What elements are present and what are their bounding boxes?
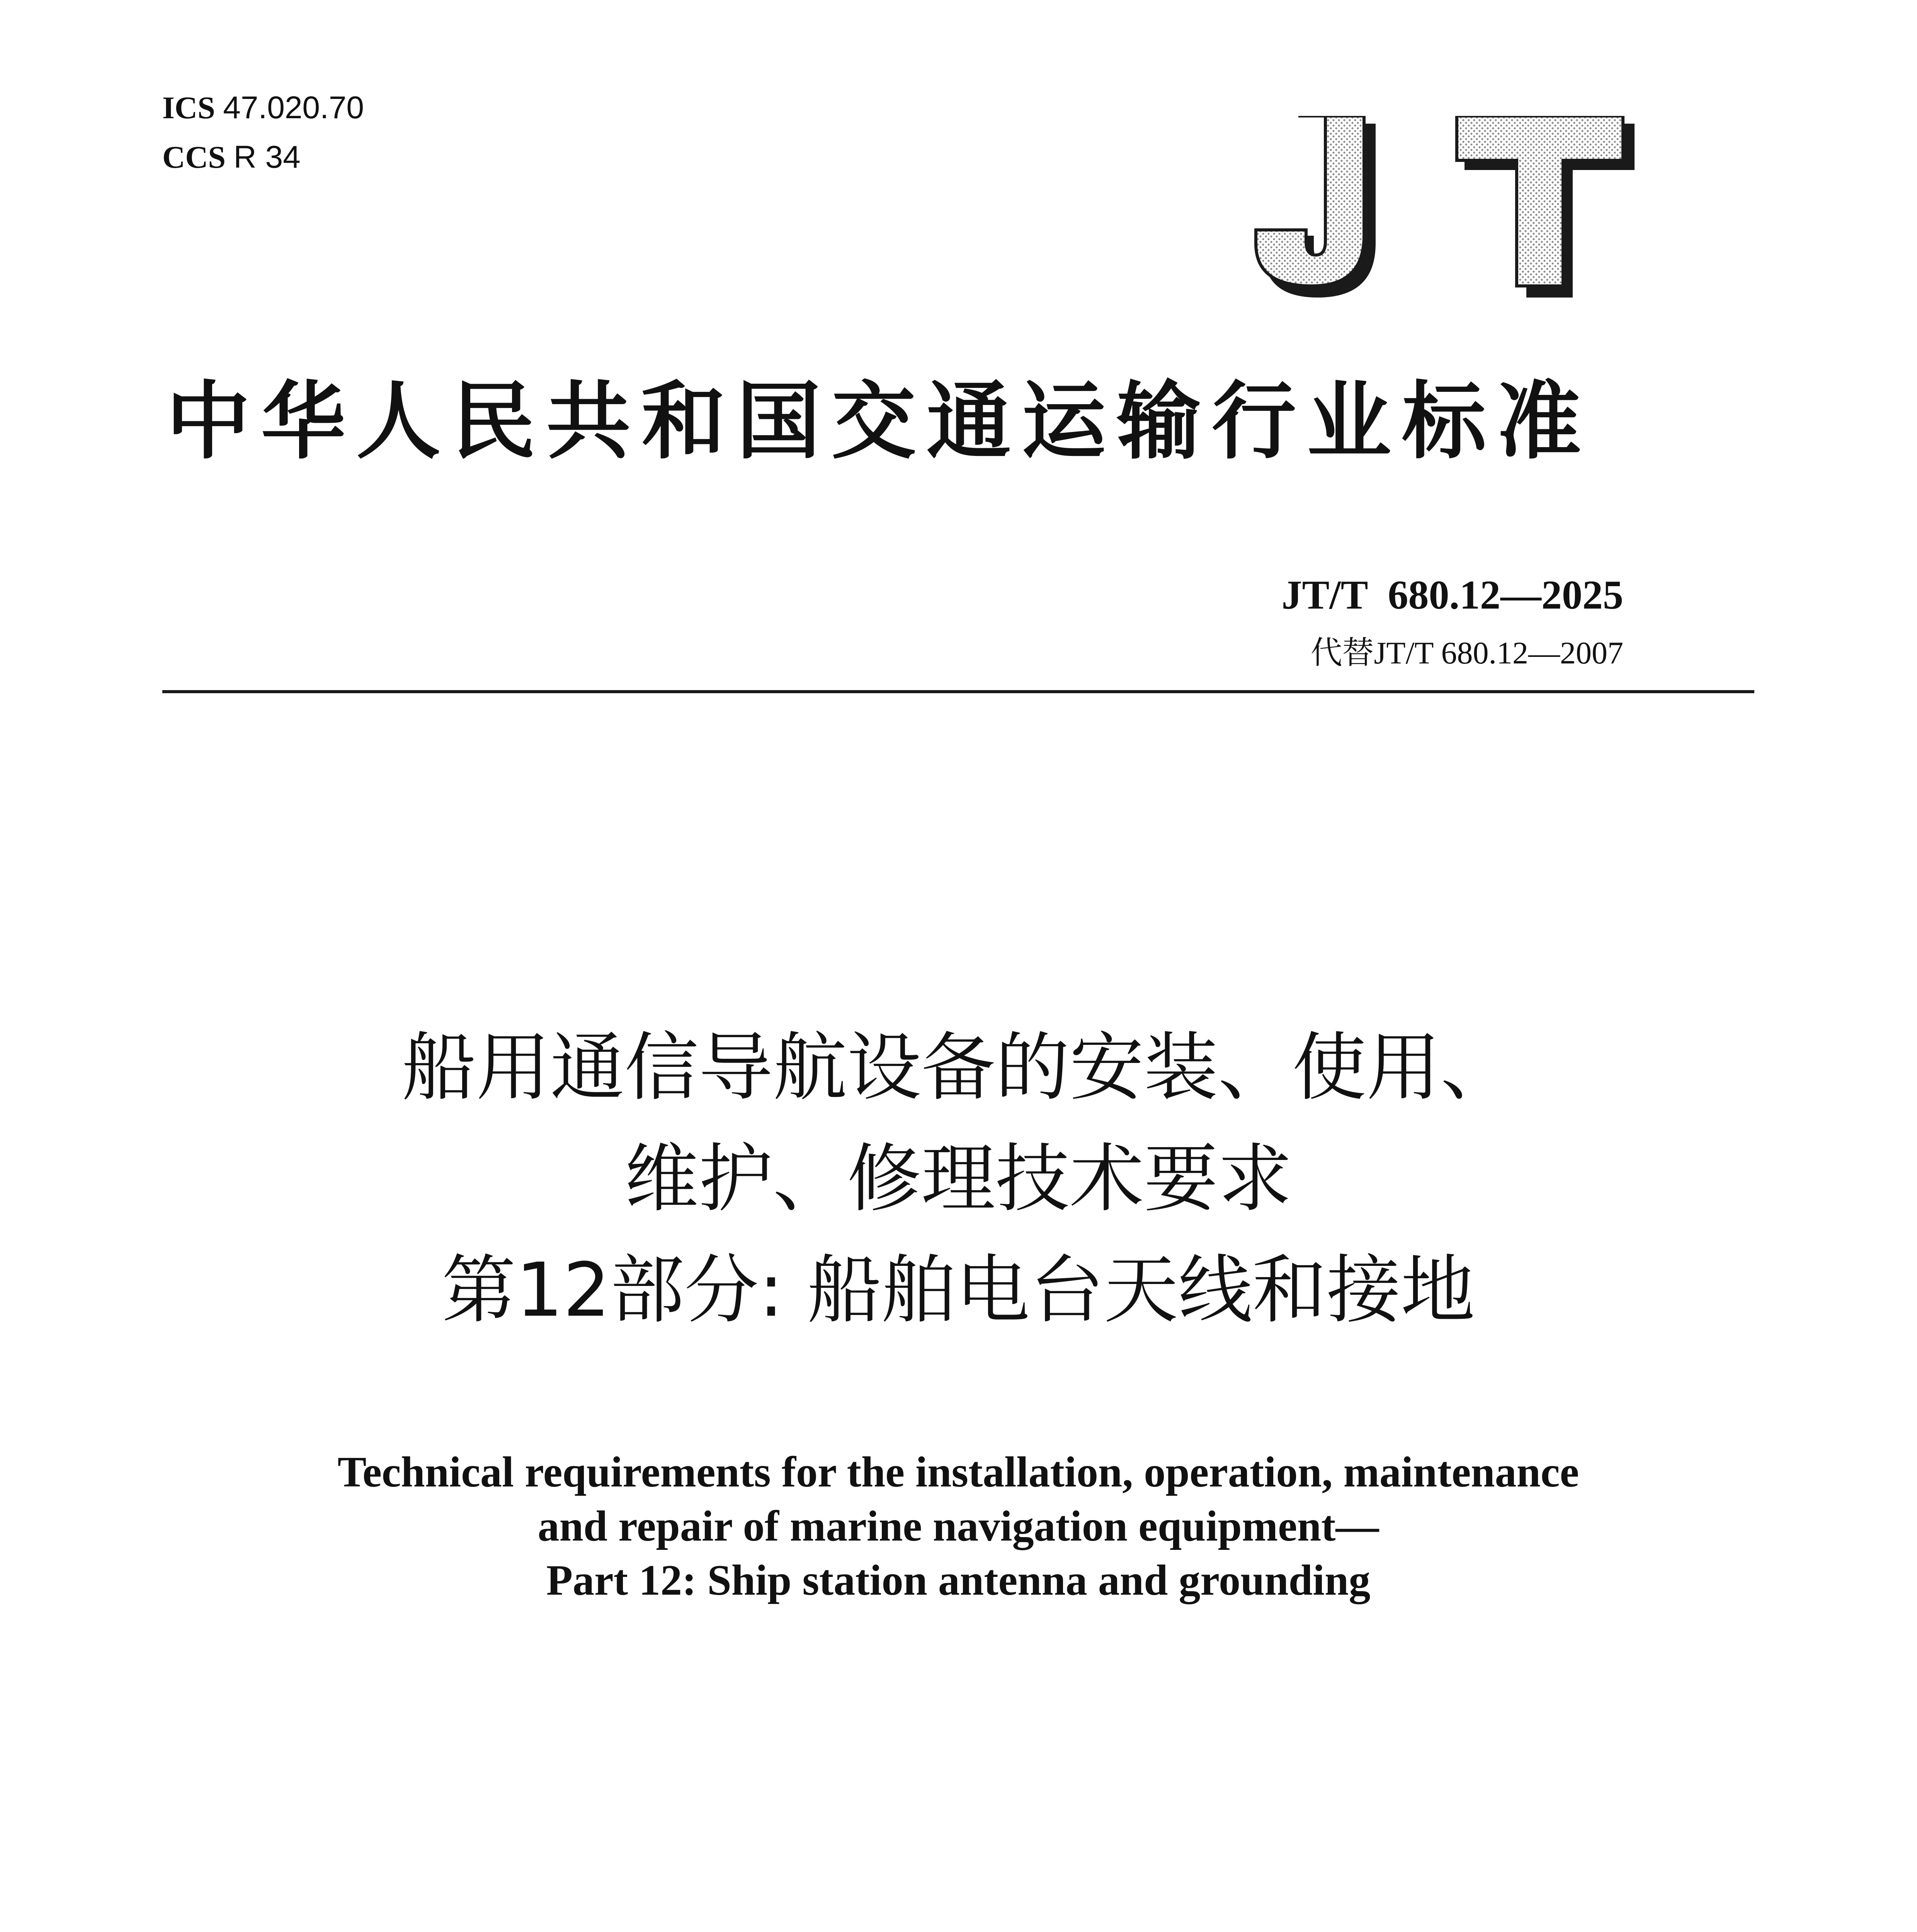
- replaces-standard: 代替JT/T 680.12—2007: [1310, 635, 1623, 670]
- title-chinese-line1: 船用通信导航设备的安装、使用、: [402, 1025, 1515, 1111]
- ccs-code: [162, 133, 364, 182]
- ccs-label: CCS: [162, 139, 226, 175]
- ccs-value: R 34: [233, 139, 301, 175]
- title-english-line3: Part 12: Ship station antenna and grounding: [546, 1556, 1371, 1604]
- ics-value: 47.020.70: [223, 90, 364, 125]
- jt-logo: [1248, 116, 1635, 301]
- classification-codes: [162, 83, 364, 182]
- industry-standard-header: 中华人民共和国交通运输行业标准: [166, 372, 1592, 471]
- title-chinese: [155, 1012, 1762, 1346]
- standard-number-block: [1282, 568, 1623, 676]
- ics-label: ICS: [162, 90, 215, 125]
- ics-code: [162, 83, 364, 133]
- title-english-line1: Technical requirements for the installation, operation, maintenance: [337, 1448, 1579, 1496]
- title-chinese-line3: 第12部分: 船舶电台天线和接地: [441, 1247, 1475, 1333]
- title-english: [155, 1445, 1762, 1607]
- title-english-line2: and repair of marine navigation equipment—: [538, 1502, 1379, 1550]
- standard-number: JT/T 680.12—2025: [1281, 572, 1623, 617]
- top-divider: [162, 690, 1754, 693]
- title-chinese-line2: 维护、修理技术要求: [624, 1136, 1292, 1222]
